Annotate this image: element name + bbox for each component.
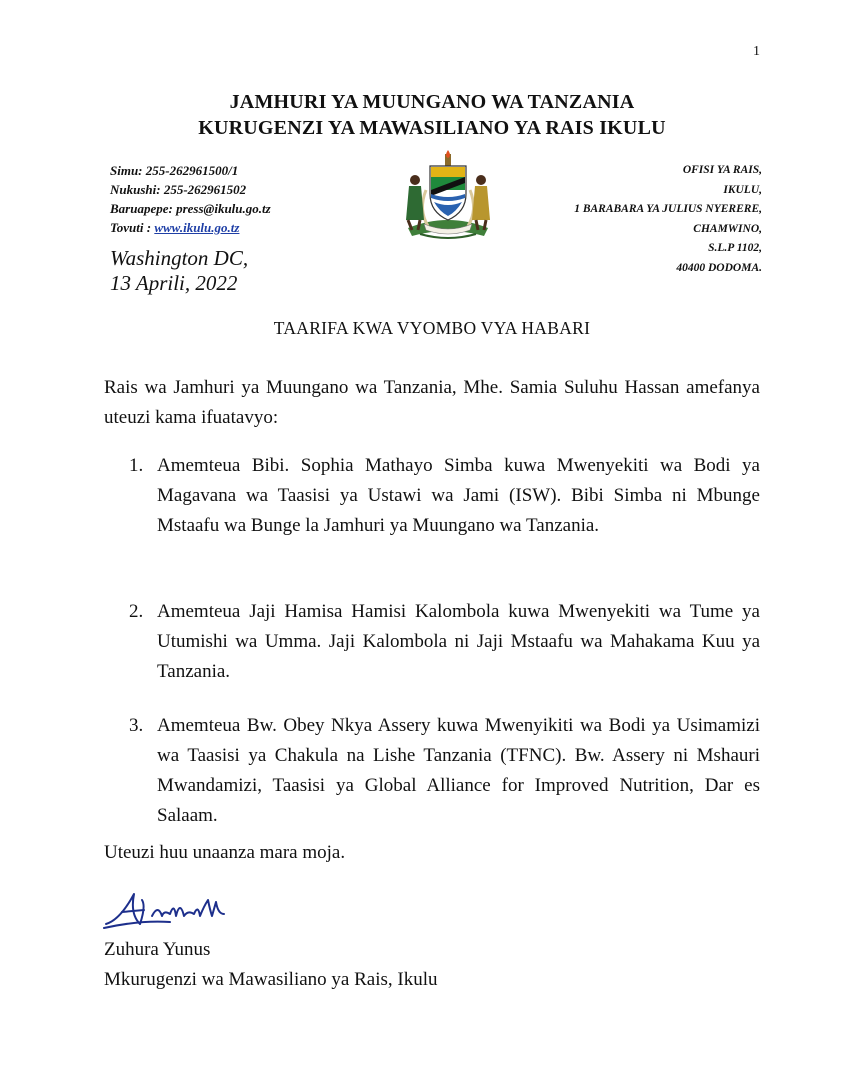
signer-title: Mkurugenzi wa Mawasiliano ya Rais, Ikulu: [104, 969, 438, 990]
tanzania-coat-of-arms-icon: [398, 150, 498, 242]
intro-paragraph: Rais wa Jamhuri ya Muungano wa Tanzania, Mhe. Samia Suluhu Hassan amefanya uteuzi kama ifuatavyo:: [104, 377, 760, 428]
contact-block: [110, 161, 271, 237]
address-line-6: 40400 DODOMA.: [676, 261, 762, 274]
page-number: 1: [753, 44, 760, 59]
signer-block: [104, 935, 437, 995]
office-address: [574, 161, 762, 278]
address-line-3: 1 BARABARA YA JULIUS NYERERE,: [574, 203, 762, 215]
list-item-text: Amemteua Bibi. Sophia Mathayo Simba kuwa Mwenyekiti wa Bodi ya Magavana wa Taasisi ya Ustawi wa Jami (ISW). Bibi Simba ni Mbunge Mstaafu wa Bunge la Jamhuri ya Muungano wa Tanzania.: [157, 455, 760, 536]
website-label: Tovuti :: [110, 220, 155, 235]
list-item-number: 2.: [129, 601, 144, 622]
address-line-5: S.L.P 1102,: [708, 242, 762, 254]
document-title: TAARIFA KWA VYOMBO VYA HABARI: [273, 318, 591, 338]
fax-number: Nukushi: 255-262961502: [110, 182, 247, 197]
address-line-4: CHAMWINO,: [693, 222, 762, 235]
letterhead-line-2: KURUGENZI YA MAWASILIANO YA RAIS IKULU: [198, 117, 666, 139]
dateline-date: 13 Aprili, 2022: [110, 271, 238, 295]
email-address: Baruapepe: press@ikulu.go.tz: [110, 201, 271, 216]
letterhead-title: [0, 89, 864, 141]
website: [110, 218, 271, 237]
phone-number: Simu: 255-262961500/1: [110, 163, 239, 178]
signer-name: Zuhura Yunus: [104, 939, 211, 960]
address-line-2: IKULU,: [723, 183, 762, 196]
address-line-1: OFISI YA RAIS,: [682, 164, 762, 176]
list-item: [104, 597, 760, 711]
list-item: [104, 711, 760, 831]
list-item-text: Amemteua Bw. Obey Nkya Assery kuwa Mwenyikiti wa Bodi ya Usimamizi wa Taasisi ya Chakula na Lishe Tanzania (TFNC). Bw. Assery ni Mshauri Mwandamizi, Taasisi ya Global Alliance for Improved Nutrition, Dar es Salaam.: [157, 715, 760, 826]
list-item-number: 3.: [129, 715, 144, 736]
website-link[interactable]: www.ikulu.go.tz: [154, 220, 240, 235]
list-item-number: 1.: [129, 455, 144, 476]
dateline: [110, 246, 248, 296]
handwritten-signature-icon: [100, 880, 250, 936]
dateline-place: Washington DC,: [110, 246, 249, 270]
appointments-list: [104, 451, 760, 831]
list-item-text: Amemteua Jaji Hamisa Hamisi Kalombola kuwa Mwenyekiti wa Tume ya Utumishi wa Umma. Jaji Kalombola ni Jaji Mstaafu wa Mahakama Kuu ya Tanzania.: [157, 601, 760, 682]
closing-sentence: Uteuzi huu unaanza mara moja.: [104, 842, 346, 863]
list-item: [104, 451, 760, 597]
letterhead-line-1: JAMHURI YA MUUNGANO WA TANZANIA: [229, 91, 635, 113]
